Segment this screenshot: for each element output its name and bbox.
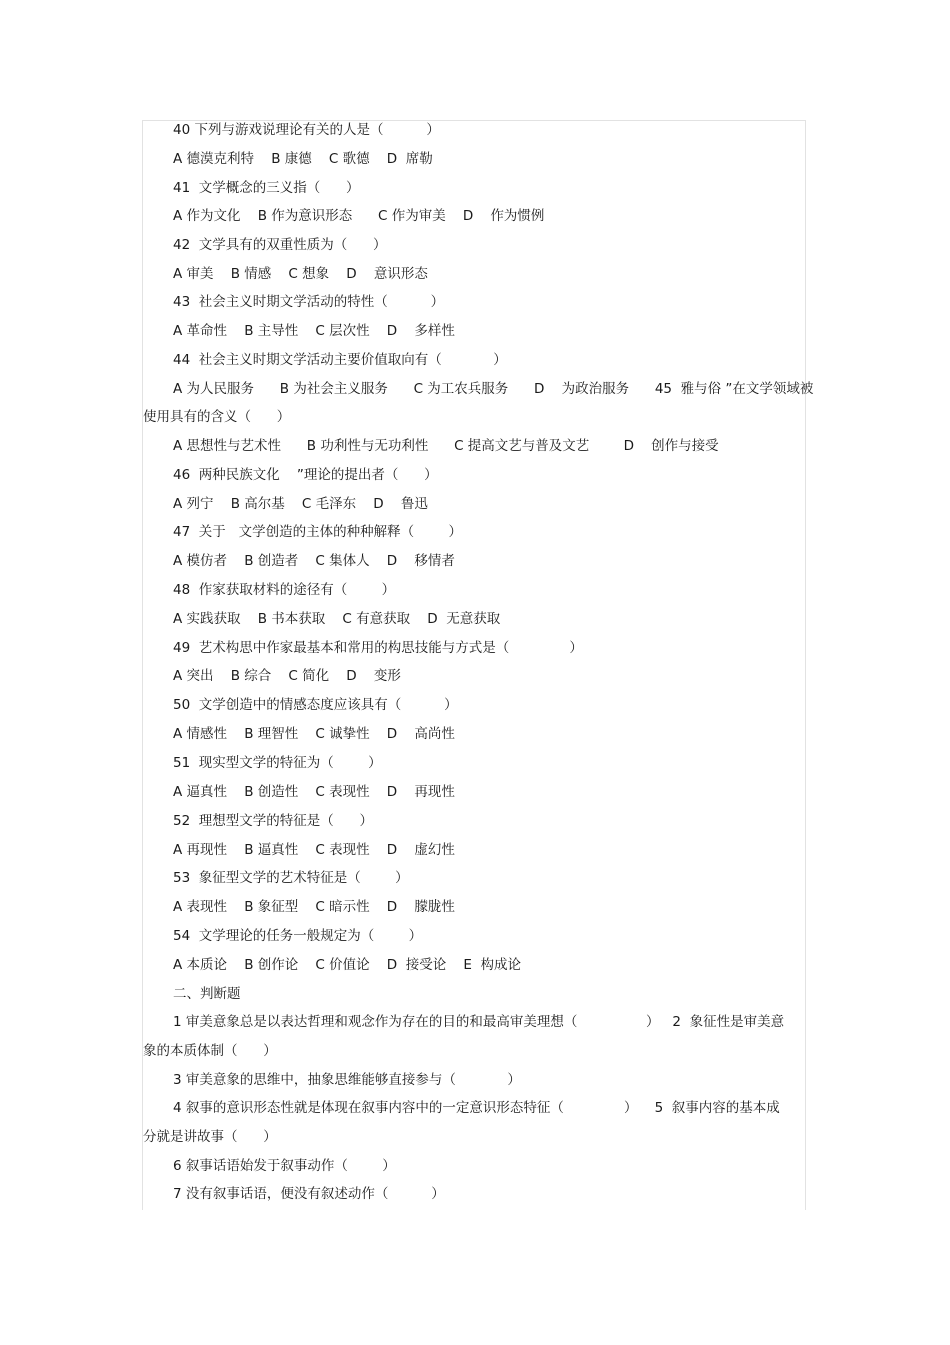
options-43: A 革命性 B 主导性 C 层次性 D 多样性	[173, 323, 455, 339]
question-43: 43 社会主义时期文学活动的特性（ ）	[173, 294, 445, 310]
options-52: A 再现性 B 逼真性 C 表现性 D 虚幻性	[173, 842, 455, 858]
options-50: A 情感性 B 理智性 C 诚挚性 D 高尚性	[173, 726, 455, 742]
options-49: A 突出 B 综合 C 简化 D 变形	[173, 668, 401, 684]
question-40: 40 下列与游戏说理论有关的人是（ ）	[173, 122, 440, 138]
question-49: 49 艺术构思中作家最基本和常用的构思技能与方式是（ ）	[173, 640, 583, 656]
options-42: A 审美 B 情感 C 想象 D 意识形态	[173, 266, 428, 282]
options-40: A 德漠克利特 B 康德 C 歌德 D 席勒	[173, 151, 433, 167]
question-47: 47 关于 文学创造的主体的种种解释（ ）	[173, 524, 462, 540]
options-41: A 作为文化 B 作为意识形态 C 作为审美 D 作为惯例	[173, 208, 545, 224]
question-51: 51 现实型文学的特征为（ ）	[173, 755, 382, 771]
question-45-cont: 使用具有的含义（ ）	[143, 409, 291, 425]
options-47: A 模仿者 B 创造者 C 集体人 D 移情者	[173, 553, 455, 569]
judgment-5-cont: 分就是讲故事（ ）	[143, 1129, 277, 1145]
judgment-2-cont: 象的本质体制（ ）	[143, 1043, 277, 1059]
section-heading: 二、判断题	[173, 986, 241, 1002]
question-53: 53 象征型文学的艺术特征是（ ）	[173, 870, 409, 886]
question-52: 52 理想型文学的特征是（ ）	[173, 813, 374, 829]
judgment-4-5: 4 叙事的意识形态性就是体现在叙事内容中的一定意识形态特征（ ） 5 叙事内容的基本成	[173, 1100, 780, 1116]
options-54: A 本质论 B 创作论 C 价值论 D 接受论 E 构成论	[173, 957, 522, 973]
judgment-1-2: 1 审美意象总是以表达哲理和观念作为存在的目的和最高审美理想（ ） 2 象征性是审美意	[173, 1014, 785, 1030]
judgment-6: 6 叙事话语始发于叙事动作（ ）	[173, 1158, 396, 1174]
options-53: A 表现性 B 象征型 C 暗示性 D 朦胧性	[173, 899, 455, 915]
judgment-3: 3 审美意象的思维中，抽象思维能够直接参与（ ）	[173, 1072, 521, 1088]
question-46: 46 两种民族文化 ”理论的提出者（ ）	[173, 467, 438, 483]
options-46: A 列宁 B 高尔基 C 毛泽东 D 鲁迅	[173, 496, 428, 512]
question-42: 42 文学具有的双重性质为（ ）	[173, 237, 387, 253]
options-48: A 实践获取 B 书本获取 C 有意获取 D 无意获取	[173, 611, 501, 627]
options-51: A 逼真性 B 创造性 C 表现性 D 再现性	[173, 784, 455, 800]
question-44: 44 社会主义时期文学活动主要价值取向有（ ）	[173, 352, 507, 368]
question-48: 48 作家获取材料的途径有（ ）	[173, 582, 396, 598]
question-41: 41 文学概念的三义指（ ）	[173, 180, 360, 196]
options-44-question-45: A 为人民服务 B 为社会主义服务 C 为工农兵服务 D 为政治服务 45 雅与俗 ”在文学领域被	[173, 381, 814, 397]
judgment-7: 7 没有叙事话语，便没有叙述动作（ ）	[173, 1186, 445, 1202]
options-45: A 思想性与艺术性 B 功利性与无功利性 C 提高文艺与普及文艺 D 创作与接受	[173, 438, 719, 454]
question-50: 50 文学创造中的情感态度应该具有（ ）	[173, 697, 458, 713]
question-54: 54 文学理论的任务一般规定为（ ）	[173, 928, 423, 944]
